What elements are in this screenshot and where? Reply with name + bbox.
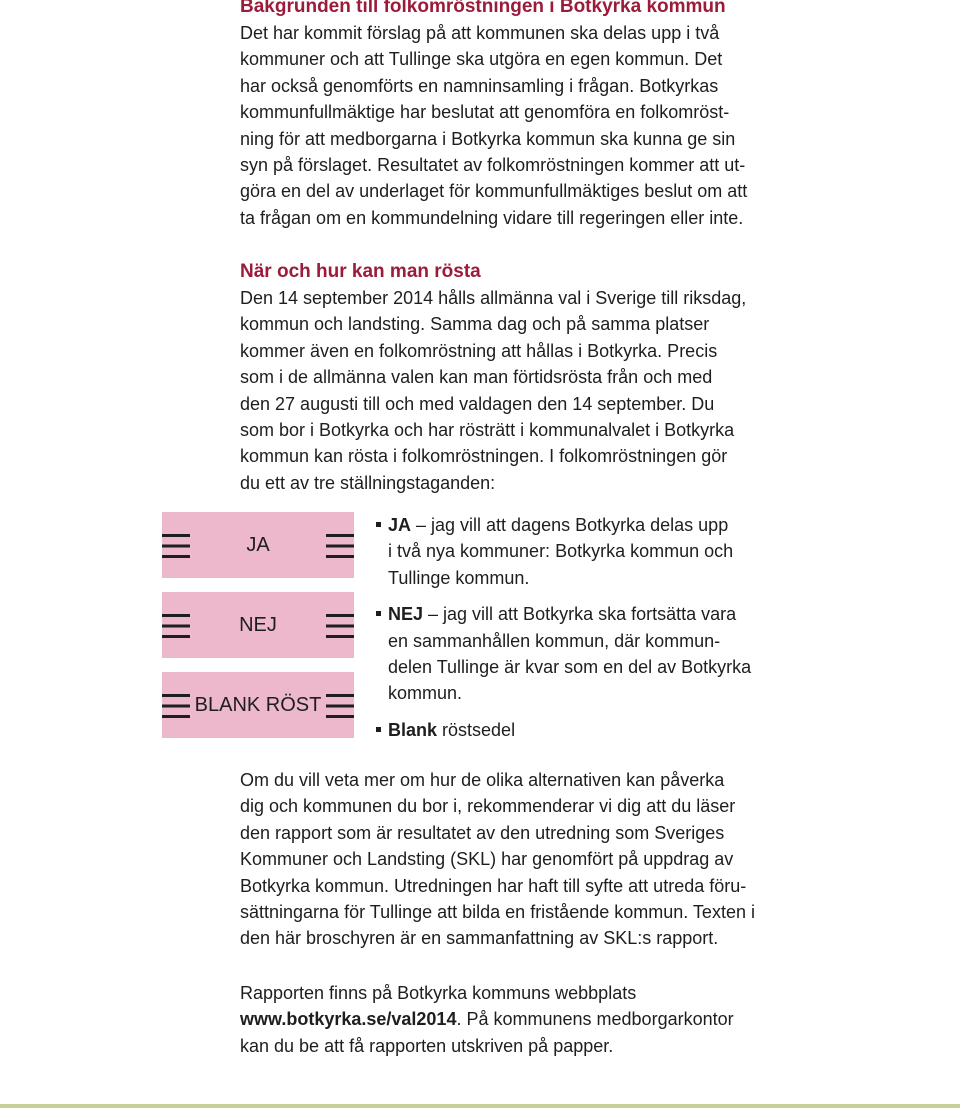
ballot-nej [162,592,354,658]
voting-section [240,259,800,496]
intro-heading: Bakgrunden till folkomröstningen i Botkyrka kommun [240,0,726,17]
option-text: – jag vill att Botkyrka ska fortsätta vara [423,604,737,625]
bullet-icon [376,727,381,732]
intro-line: har också genomförts en namninsamling i frågan. Botkyrkas [240,75,719,96]
report-url-link[interactable]: www.botkyrka.se/val2014 [240,1009,457,1030]
option-text: en sammanhållen kommun, där kommun- [388,630,721,651]
intro-line: ning för att medborgarna i Botkyrka kommun ska kunna ge sin [240,128,736,149]
ballot-blank [162,672,354,738]
ballot-label: NEJ [239,613,277,636]
intro-section [240,0,800,231]
intro-line: kommunfullmäktige har beslutat att genomföra en folkomröst- [240,102,730,123]
option-keyword: JA [388,515,412,535]
option-keyword: NEJ [388,604,424,625]
bullet-icon [376,611,381,616]
report-section [240,980,800,1059]
voting-line: den 27 augusti till och med valdagen den 14 september. Du [240,393,715,414]
report-line: kan du be att få rapporten utskriven på papper. [240,1035,614,1056]
more-line: Om du vill veta mer om hur de olika alternativen kan påverka [240,770,725,790]
intro-line: Det har kommit förslag på att kommunen ska delas upp i två [240,23,720,43]
intro-line: göra en del av underlaget för kommunfullmäktiges beslut om att [240,181,748,202]
intro-line: kommuner och att Tullinge ska utgöra en egen kommun. Det [240,49,723,70]
ballot-lines-icon [326,534,354,558]
option-text: delen Tullinge är kvar som en del av Botkyrka [388,657,752,678]
option-text: röstsedel [437,719,516,740]
more-line: Botkyrka kommun. Utredningen har haft till syfte att utreda föru- [240,875,747,896]
voting-line: som bor i Botkyrka och har rösträtt i kommunalvalet i Botkyrka [240,420,735,441]
voting-heading: När och hur kan man rösta [240,261,481,282]
voting-line: kommun kan rösta i folkomröstningen. I folkomröstningen gör [240,446,728,467]
ballot-ja [162,512,354,578]
more-line: den här broschyren är en sammanfattning av SKL:s rapport. [240,928,719,949]
intro-line: ta frågan om en kommundelning vidare till regeringen eller inte. [240,207,744,228]
ballot-label: BLANK RÖST [194,693,322,716]
footer-divider [0,1104,960,1108]
option-ja [376,512,776,591]
option-text: i två nya kommuner: Botkyrka kommun och [388,541,734,562]
voting-line: kommun och landsting. Samma dag och på samma platser [240,314,710,335]
voting-line: som i de allmänna valen kan man förtidsrösta från och med [240,367,713,388]
option-text: – jag vill att dagens Botkyrka delas upp [411,515,729,535]
report-line: . På kommunens medborgarkontor [456,1009,734,1030]
more-line: den rapport som är resultatet av den utredning som Sveriges [240,822,725,843]
more-line: dig och kommunen du bor i, rekommenderar vi dig att du läser [240,796,736,817]
option-text: Tullinge kommun. [388,567,530,588]
ballot-lines-icon [326,694,354,718]
voting-line: du ett av tre ställningstaganden: [240,472,496,493]
more-info-section [240,767,800,952]
more-line: Kommuner och Landsting (SKL) har genomfört på uppdrag av [240,849,734,870]
more-line: sättningarna för Tullinge att bilda en fristående kommun. Texten i [240,902,755,923]
option-blank [376,717,776,743]
option-text: kommun. [388,683,463,704]
option-keyword: Blank [388,719,438,740]
ballot-lines-icon [326,614,354,638]
bullet-icon [376,522,381,527]
options-list [376,512,776,753]
intro-line: syn på förslaget. Resultatet av folkomröstningen kommer att ut- [240,155,746,176]
voting-line: Den 14 september 2014 hålls allmänna val i Sverige till riksdag, [240,288,747,308]
option-nej [376,601,776,707]
report-line: Rapporten finns på Botkyrka kommuns webbplats [240,983,637,1003]
voting-line: kommer även en folkomröstning att hållas i Botkyrka. Precis [240,340,718,361]
ballot-label: JA [246,533,270,556]
